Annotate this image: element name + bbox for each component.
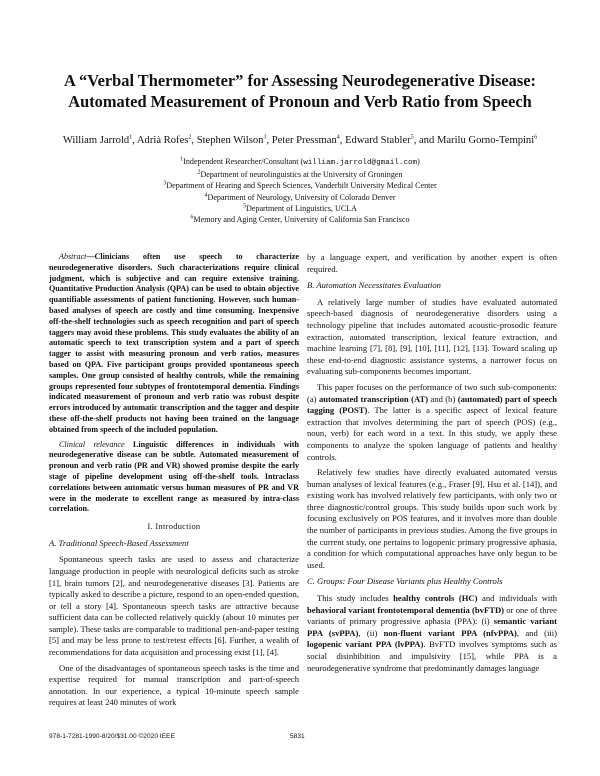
author-name: Marilu Gorno-Tempini bbox=[436, 135, 535, 146]
term-bvftd: behavioral variant frontotemporal dementia (bvFTD) bbox=[307, 604, 505, 615]
affiliation bbox=[30, 214, 570, 225]
left-column bbox=[49, 252, 299, 713]
affiliation-text: Department of Neurology, University of Colorado Denver bbox=[207, 192, 396, 202]
affiliation-text: Department of neurolinguistics at the University of Groningen bbox=[200, 170, 403, 180]
paragraph-text: or one of three variants of primary progressive aphasia (PPA): (i) bbox=[307, 604, 557, 627]
author-name: Stephen Wilson bbox=[196, 135, 264, 146]
affiliation bbox=[30, 192, 570, 203]
term-svppa: semantic variant PPA (svPPA) bbox=[307, 616, 557, 638]
affiliation-mark: 3 bbox=[163, 180, 167, 187]
term-lvppa: logopenic variant PPA (lvPPA) bbox=[307, 639, 424, 650]
affiliation-text: Department of Linguistics, UCLA bbox=[245, 203, 358, 213]
paragraph-continued: by a language expert, and verification by another expert is often required. bbox=[307, 252, 557, 274]
affiliation bbox=[30, 156, 570, 169]
affiliation-mark: 2 bbox=[197, 169, 201, 176]
affiliation-text: Independent Researcher/Consultant ( bbox=[183, 157, 304, 166]
paragraph: One of the disadvantages of spontaneous speech tasks is the time and expertise required for manual transcription and part-of-speech annotation. In our experience, a typical 10-minute speech sample requires at least 240 minutes of work bbox=[49, 662, 299, 708]
term-nfvppa: non-fluent variant PPA (nfvPPA) bbox=[383, 627, 517, 638]
author-mark: 1 bbox=[129, 134, 133, 141]
paragraph-text: . BvFTD involves symptoms such as social disinhibition and impulsivity [15], while PPA is a neurodegenerative syndrome that predominantly damages language bbox=[307, 639, 557, 673]
affiliation-list bbox=[30, 156, 570, 225]
paragraph-text: and individuals with bbox=[477, 593, 557, 604]
author-list: William Jarrold$^1$, Adrià Rofes$^2$, Stephen Wilson$^3$, Peter Pressman$^4$, Edward Stabler$^5$, and Marilu Gorno-Tempini$^6$ bbox=[62, 134, 538, 146]
author-name: Edward Stabler bbox=[345, 135, 411, 146]
clinical-relevance-label: Clinical relevance bbox=[59, 439, 125, 449]
subsection-heading-b: B. Automation Necessitates Evaluation bbox=[307, 280, 441, 291]
abstract bbox=[49, 252, 299, 436]
section-heading: I. Introduction bbox=[147, 522, 201, 532]
affiliation-text: ) bbox=[417, 157, 420, 166]
paragraph: Relatively few studies have directly evaluated automated versus human analyses of lexical features (e.g., Fraser [9], Hsu et al. [14]), and existing work has involved relatively few participants, with only two or three diagnostic/control groups. This study builds upon such work by focusing exclusively on POS features, and it involves more than double the number of participants in previous studies. Among the five groups in the current study, one pertains to logopenic primary progressive aphasia, a condition for which computational approaches have only begun to be used. bbox=[307, 467, 557, 570]
abstract-label: Abstract bbox=[59, 252, 87, 261]
title-line-2: Automated Measurement of Pronoun and Verb Ratio from Speech bbox=[68, 92, 532, 111]
paper-title bbox=[30, 70, 570, 112]
affiliation-mark: 6 bbox=[190, 214, 194, 221]
paragraph: A relatively large number of studies have evaluated automated speech-based diagnosis of neurodegenerative disorders using a technology pipeline that includes automated acoustic-prosodic feature extraction, automated transcription, lexical feature extraction, and machine learning [7], [8], [9], [10], [11], [12], [13]. Toward scaling up these end-to-end diagnostic assistance systems, a narrower focus on evaluating sub-components becomes important. bbox=[307, 296, 557, 377]
author-mark: 5 bbox=[410, 134, 414, 141]
term-post: (automated) part of speech tagging (POST) bbox=[307, 393, 558, 416]
clinical-relevance bbox=[49, 440, 299, 516]
author-name: Peter Pressman bbox=[271, 135, 337, 146]
affiliation bbox=[30, 169, 570, 180]
paragraph: Spontaneous speech tasks are used to assess and characterize language production in people with neurological deficits such as stroke [1], brain tumors [2], and neurodegenerative diseases [3]. Patients are typically asked to describe a picture, respond to an open-ended question, or tell a story [4]. Spontaneous speech tasks are attractive because sufficient data can be collected relatively quickly (about 10 minutes per sample). These tasks are comparable to traditional pen-and-paper testing [5] and may be less prone to test/retest effects [6]. Further, a wealth of recommendations for data acquisition and processing exist [1], [4]. bbox=[49, 554, 299, 658]
paragraph-text: , and (iii) bbox=[516, 627, 557, 638]
affiliation-mark: 4 bbox=[204, 191, 208, 198]
title-line-1: A “Verbal Thermometer” for Assessing Neurodegenerative Disease: bbox=[64, 71, 536, 90]
affiliation-text: Memory and Aging Center, University of California San Francisco bbox=[193, 215, 410, 225]
author-mark: 4 bbox=[336, 134, 340, 141]
right-column bbox=[307, 252, 557, 678]
affiliation bbox=[30, 203, 570, 214]
paragraph-text: This study includes bbox=[317, 593, 394, 604]
clinical-relevance-text: Linguistic differences in individuals with neurodegenerative disease can be subtle. Automated measurement of pronoun and verb ratio (PR and VR) showed promise despite the early stage of pipeline development using off-the-shelf tools. Intraclass correlations between automatic versus human measures of PR and VR were in the moderate to excellent range as measured by intra-class correlation. bbox=[49, 439, 299, 514]
abstract-dash: — bbox=[86, 252, 95, 261]
abstract-text: Clinicians often use speech to characterize neurodegenerative disorders. Such characterizations require clinical judgment, which is subjective and can require extensive training. Quantitative Production Analysis (QPA) can be used to obtain objective quantifiable assessments of patient functioning. However, such human-based analyses of speech are costly and time consuming. Inexpensive off-the-shelf technologies such as speech recognition and part of speech taggers may avoid these problems. This study evaluates the ability of an automatic speech to text transcription system and a part of speech tagger to assist with measuring pronoun and verb ratios, measures based on QPA. Five participant groups provided spontaneous speech samples. One group consisted of healthy controls, while the remaining groups represented four subtypes of frontotemporal dementia. Findings indicated measurement of pronoun and verb ratio was robust despite errors introduced by automatic transcription and the tagger and despite these off-the-shelf products not having been trained on the language obtained from speech of the included population. bbox=[49, 252, 299, 434]
affiliation bbox=[30, 180, 570, 191]
author-name: William Jarrold bbox=[62, 135, 130, 146]
affiliation-mark: 1 bbox=[180, 156, 184, 163]
author-name: Adrià Rofes bbox=[136, 135, 189, 146]
term-at: automated transcription (AT) bbox=[318, 393, 429, 404]
paragraph-text: This paper focuses on the performance of two such sub-components: (a) bbox=[307, 381, 557, 404]
affiliation-text: Department of Hearing and Speech Sciences, Vanderbilt University Medical Center bbox=[166, 181, 437, 191]
paragraph-text: , (ii) bbox=[358, 627, 384, 638]
paragraph bbox=[307, 593, 557, 674]
affiliation-mark: 5 bbox=[242, 203, 246, 210]
paragraph-text: . The latter is a specific aspect of lexical feature extraction that involves determining the part of speech (POS) (e.g., noun, verb) for each word in a text. In this study, we apply these components to analyze the spoken language of patients and healthy controls. bbox=[307, 405, 557, 462]
page-number: 5831 bbox=[290, 733, 305, 740]
term-hc: healthy controls (HC) bbox=[393, 593, 478, 604]
author-email[interactable]: william.jarrold@gmail.com bbox=[303, 159, 418, 167]
subsection-heading-a: A. Traditional Speech-Based Assessment bbox=[49, 537, 189, 548]
footer-isbn: 978-1-7281-1990-8/20/$31.00 ©2020 IEEE bbox=[49, 733, 175, 740]
subsection-heading-c: C. Groups: Four Disease Variants plus Healthy Controls bbox=[307, 576, 503, 587]
paragraph bbox=[307, 382, 557, 463]
author-mark: 6 bbox=[534, 134, 538, 141]
author-mark: 3 bbox=[263, 134, 267, 141]
author-mark: 2 bbox=[188, 134, 192, 141]
paragraph-text: and (b) bbox=[428, 393, 458, 404]
